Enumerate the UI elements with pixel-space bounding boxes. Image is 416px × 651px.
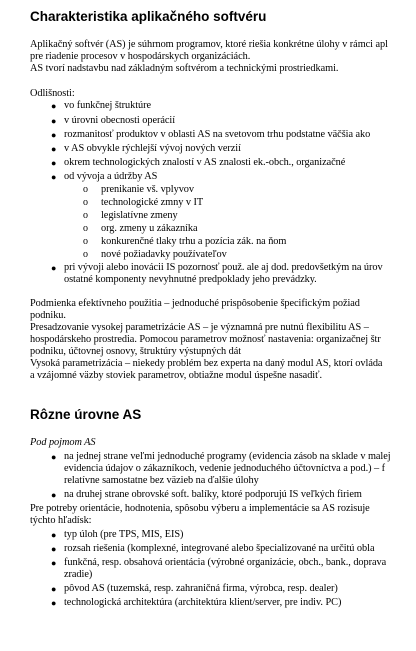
bullet-marker: ● — [51, 263, 57, 273]
difference-item: v úrovni obecnosti operácií — [64, 115, 176, 126]
bullet-line: rozsah riešenia (komplexné, integrované alebo špecializované na určitú obla — [64, 543, 375, 554]
subheading: Pod pojmom AS — [30, 437, 96, 448]
bullet-marker: ● — [51, 584, 57, 594]
bullet-line: zradie) — [64, 569, 93, 580]
bullet-line: typ úloh (pre TPS, MIS, EIS) — [64, 529, 184, 540]
differences-label: Odlišnosti: — [30, 88, 75, 99]
sub-bullet-marker: o — [83, 197, 88, 208]
sub-item: konkurenčné tlaky trhu a pozícia zák. na ňom — [101, 236, 287, 247]
bullet-marker: ● — [51, 116, 57, 126]
paragraph-line: Pre potreby orientácie, hodnotenia, spôsobu výberu a implementácie sa AS rozisuje — [30, 503, 370, 514]
sub-item: org. zmeny u zákazníka — [101, 223, 198, 234]
paragraph-line: a vzájomné väzby stoviek parametrov, obtiažne modul úspešne nasadiť. — [30, 370, 322, 381]
intro-line-2: pre riadenie procesov v hospodárskych organizáciách. — [30, 51, 251, 62]
bullet-marker: ● — [51, 530, 57, 540]
sub-bullet-marker: o — [83, 249, 88, 260]
paragraph-line: podniku, účtovnej osnovy, štruktúry výstupných dát — [30, 346, 242, 357]
section-title-urovne: Rôzne úrovne AS — [30, 407, 142, 422]
difference-item: od vývoja a údržby AS — [64, 171, 158, 182]
paragraph-line: týchto hľadísk: — [30, 515, 92, 526]
sub-item: prenikanie vš. vplyvov — [101, 184, 194, 195]
sub-bullet-marker: o — [83, 210, 88, 221]
sub-item: technologické zmny v IT — [101, 197, 204, 208]
paragraph-line: Presadzovanie vysokej parametrizácie AS – je významná pre nutnú flexibilitu AS – — [30, 322, 369, 333]
bullet-marker: ● — [51, 130, 57, 140]
bullet-line: na druhej strane obrovské soft. balíky, ktoré podporujú IS veľkých firiem — [64, 489, 362, 500]
bullet-marker: ● — [51, 558, 57, 568]
bullet-line: technologická architektúra (architektúra klient/server, pre indiv. PC) — [64, 597, 342, 608]
section-title-charakteristika: Charakteristika aplikačného softvéru — [30, 9, 267, 24]
bullet-marker: ● — [51, 598, 57, 608]
difference-item: vo funkčnej štruktúre — [64, 100, 152, 111]
intro-line-3: AS tvorí nadstavbu nad základným softvérom a technickými prostriedkami. — [30, 63, 339, 74]
bullet-marker: ● — [51, 101, 57, 111]
paragraph-line: hospodárskeho prostredia. Pomocou parametrov možnosť nastavenia: organizačnej štr — [30, 334, 381, 345]
bullet-line: evidencia údajov o zákazníkoch, vedenie jednoduchého účtovníctva a pod.) – f — [64, 463, 386, 474]
difference-item: v AS obvykle rýchlejší vývoj nových verzií — [64, 143, 241, 154]
bullet-marker: ● — [51, 158, 57, 168]
last-bullet-line-1: pri vývoji alebo inovácii IS pozornosť použ. ale aj dod. predovšetkým na úrov — [64, 262, 383, 273]
paragraph-line: podniku. — [30, 310, 66, 321]
last-bullet-line-2: ostatné komponenty nevyhnutné predpoklady jeho prevádzky. — [64, 274, 317, 285]
bullet-marker: ● — [51, 490, 57, 500]
sub-item: legislatívne zmeny — [101, 210, 178, 221]
bullet-marker: ● — [51, 544, 57, 554]
bullet-line: pôvod AS (tuzemská, resp. zahraničná firma, výrobca, resp. dealer) — [64, 583, 338, 594]
difference-item: okrem technologických znalostí v AS znalosti ek.-obch., organizačné — [64, 157, 346, 168]
paragraph-line: Vysoká parametrizácia – niekedy problém bez experta na daný modul AS, ktorí ovláda — [30, 358, 383, 369]
sub-bullet-marker: o — [83, 184, 88, 195]
bullet-marker: ● — [51, 452, 57, 462]
sub-item: nové požiadavky používateľov — [101, 249, 227, 260]
paragraph-line: Podmienka efektívneho použitia – jednoduché prispôsobenie špecifickým požiad — [30, 298, 360, 309]
bullet-marker: ● — [51, 172, 57, 182]
bullet-line: na jednej strane veľmi jednoduché programy (evidencia zásob na sklade v malej — [64, 451, 391, 462]
sub-bullet-marker: o — [83, 236, 88, 247]
sub-bullet-marker: o — [83, 223, 88, 234]
bullet-marker: ● — [51, 144, 57, 154]
intro-line-1: Aplikačný softvér (AS) je súhrnom programov, ktoré riešia konkrétne úlohy v rámci apl — [30, 39, 388, 50]
difference-item: rozmanitosť produktov v oblasti AS na svetovom trhu podstatne väčšia ako — [64, 129, 371, 140]
bullet-line: relatívne samostatne bez väzieb na ďalšie úlohy — [64, 475, 259, 486]
bullet-line: funkčná, resp. obsahová orientácia (výrobné organizácie, obch., bank., doprava — [64, 557, 387, 568]
